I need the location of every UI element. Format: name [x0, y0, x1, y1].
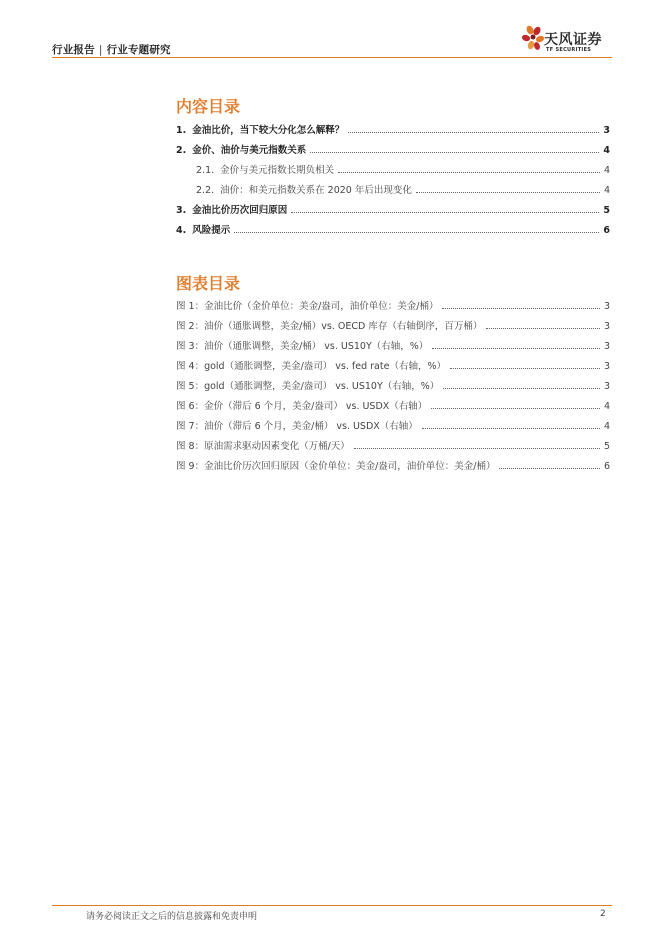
breadcrumb-report-type: 行业报告 [52, 44, 95, 56]
dot-leader [443, 387, 600, 389]
toc-entry[interactable] [176, 196, 610, 216]
breadcrumb [52, 42, 171, 57]
logo-text-en: TF SECURITIES [546, 47, 592, 53]
figure-entry[interactable] [176, 292, 610, 312]
dot-leader [234, 231, 599, 233]
figure-entry-page: 4 [603, 401, 610, 412]
dot-leader [422, 427, 600, 429]
page-number: 2 [600, 909, 606, 919]
figure-entry[interactable] [176, 392, 610, 412]
toc-subentry-label: 2.2. 油价：和美元指数关系在 2020 年后出现变化 [196, 182, 414, 196]
toc-list [176, 116, 610, 236]
flower-logo-icon [522, 24, 546, 54]
dot-leader [354, 447, 600, 449]
figure-entry-label: 图 2：油价（通胀调整，美金/桶）vs. OECD 库存（右轴倒序，百万桶） [176, 318, 484, 332]
dot-leader [348, 131, 599, 133]
figure-entry-label: 图 7：油价（滞后 6 个月，美金/桶） vs. USDX（右轴） [176, 418, 420, 432]
figure-entry[interactable] [176, 312, 610, 332]
header-divider [52, 57, 612, 58]
figure-entry-label: 图 5：gold（通胀调整，美金/盎司） vs. US10Y（右轴，%） [176, 378, 441, 392]
dot-leader [442, 307, 599, 309]
figure-entry[interactable] [176, 332, 610, 352]
dot-leader [450, 367, 600, 369]
figure-entry-label: 图 9：金油比价历次回归原因（金价单位：美金/盎司，油价单位：美金/桶） [176, 458, 497, 472]
toc-entry-label: 4. 风险提示 [176, 222, 232, 236]
breadcrumb-separator: | [98, 44, 103, 56]
figure-entry-label: 图 1：金油比价（金价单位：美金/盎司，油价单位：美金/桶） [176, 298, 440, 312]
dot-leader [416, 191, 600, 193]
toc-entry-page: 5 [603, 205, 610, 216]
figure-entry-label: 图 4：gold（通胀调整，美金/盎司） vs. fed rate（右轴，%） [176, 358, 448, 372]
figure-entry[interactable] [176, 412, 610, 432]
dot-leader [432, 347, 600, 349]
breadcrumb-report-category: 行业专题研究 [106, 44, 171, 56]
toc-subentry-page: 4 [603, 165, 610, 176]
dot-leader [310, 151, 599, 153]
toc-entry-page: 6 [603, 225, 610, 236]
toc-subentry[interactable] [176, 176, 610, 196]
figure-entry-page: 4 [603, 421, 610, 432]
figure-entry-page: 5 [603, 441, 610, 452]
toc-entry-label: 2. 金价、油价与美元指数关系 [176, 142, 308, 156]
dot-leader [291, 211, 599, 213]
toc-entry-label: 3. 金油比价历次回归原因 [176, 202, 289, 216]
toc-entry[interactable] [176, 116, 610, 136]
figure-entry[interactable] [176, 352, 610, 372]
figure-entry[interactable] [176, 452, 610, 472]
figure-entry-page: 3 [603, 321, 610, 332]
figure-entry-page: 3 [603, 341, 610, 352]
toc-entry[interactable] [176, 136, 610, 156]
figure-entry-page: 6 [603, 461, 610, 472]
footer-divider [52, 905, 612, 906]
toc-subentry[interactable] [176, 156, 610, 176]
figure-entry[interactable] [176, 432, 610, 452]
figure-entry-label: 图 6：金价（滞后 6 个月，美金/盎司） vs. USDX（右轴） [176, 398, 429, 412]
figure-entry-label: 图 3：油价（通胀调整，美金/桶） vs. US10Y（右轴，%） [176, 338, 430, 352]
toc-subentry-page: 4 [603, 185, 610, 196]
dot-leader [431, 407, 600, 409]
company-logo [522, 22, 614, 56]
toc-entry-page: 3 [603, 125, 610, 136]
toc-entry-label: 1. 金油比价，当下较大分化怎么解释？ [176, 122, 346, 136]
logo-text-cn: 天风证券 [544, 32, 602, 48]
toc-title: 内容目录 [176, 97, 241, 116]
toc-entry-page: 4 [603, 145, 610, 156]
figure-entry-page: 3 [603, 301, 610, 312]
toc-subentry-label: 2.1. 金价与美元指数长期负相关 [196, 162, 336, 176]
figure-entry-label: 图 8：原油需求驱动因素变化（万桶/天） [176, 438, 352, 452]
figure-entry-page: 3 [603, 381, 610, 392]
figures-list [176, 292, 610, 472]
dot-leader [499, 467, 599, 469]
figure-entry-page: 3 [603, 361, 610, 372]
figures-title: 图表目录 [176, 274, 241, 293]
dot-leader [486, 327, 600, 329]
dot-leader [338, 171, 600, 173]
toc-entry[interactable] [176, 216, 610, 236]
figure-entry[interactable] [176, 372, 610, 392]
footer-disclaimer: 请务必阅读正文之后的信息披露和免责申明 [86, 912, 258, 922]
